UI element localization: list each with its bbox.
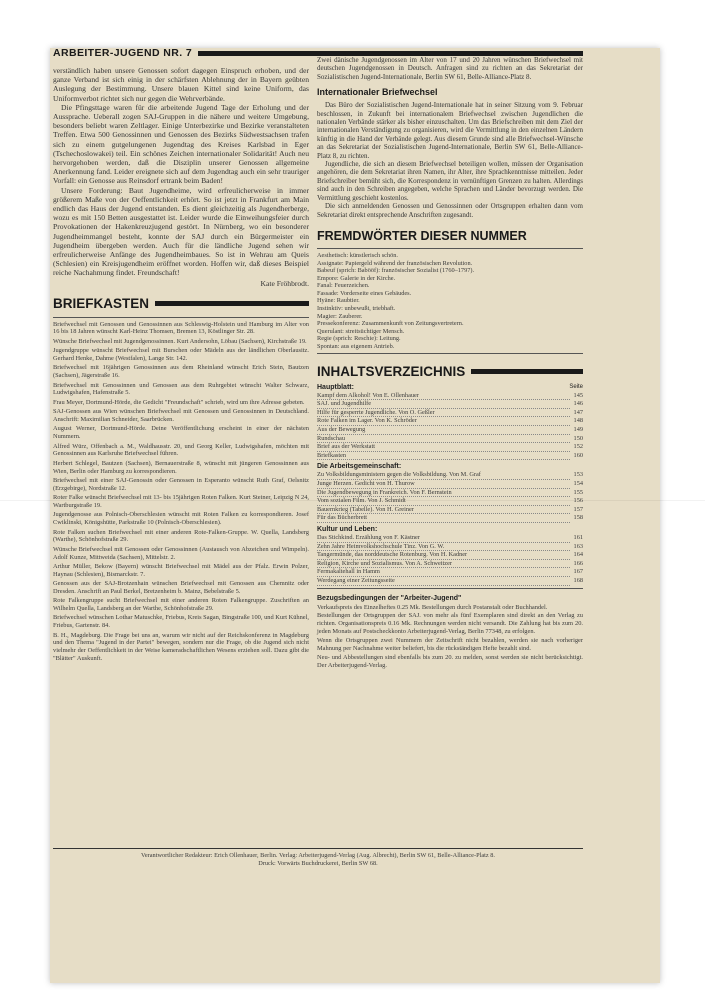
header-rule [198,51,583,56]
toc-entry-page: 157 [573,505,583,513]
inhalt-heading-text: INHALTSVERZEICHNIS [317,363,466,379]
toc-entry-title: Rundschau [317,435,570,444]
toc-entry-page: 145 [573,391,583,399]
toc-entry-title: Werdegang einer Zeitungsseite [317,577,570,586]
heading-rule [155,301,309,306]
toc-entry-page: 147 [573,408,583,416]
glossary-entry: Fassade: Vorderseite eines Gebäudes. [317,289,412,297]
toc-entry-title: Tangermünde, das norddeutsche Rotenburg. Von H. Kadner [317,551,570,560]
toc-section-label: Die Arbeitsgemeinschaft: [317,463,402,471]
toc-entry-title: Rote Falken im Lager. Von K. Schröder [317,417,570,426]
article-paragraph: Die Pfingsttage waren für die arbeitende Jugend Tage der Erholung und der Aussprache. Ueberall zogen SAJ-Gruppen in die nähere und weitere Umgebung, besonders beliebt waren Zeltlager. Einige Unterbezirke und Bezirke veranstalteten Treffen. Etwa 500 Genossinnen und Genossen des Bezirks Südwestsachsen trafen sich zu einem gutgelungenen Jugendtag des Kreises Karlsbad in Eger (Tschechoslowakei) teil. Ein schönes Zeichen internationaler Solidarität! Auch neu hervorgehoben werden, daß die Disziplin unserer Genossen allgemeine Anerkennung fand. Leider ereignete sich auf dem Jugendtag auch ein sehr trauriger Vorfall: ein Genosse aus Reinsdorf ertrank beim Baden! [53,102,309,186]
toc-row [317,417,583,426]
toc-row [317,489,583,498]
toc-page-header: Seite [569,383,583,390]
toc-entry-page: 153 [573,471,583,479]
briefkasten-entry: Rote Falken suchen Briefwechsel mit einer anderen Rote-Falken-Gruppe. W. Quella, Landsberg (Warthe), Schönhofstraße 29. [53,528,309,544]
divider [53,317,309,318]
toc-entry-title: Religion, Kirche und Sozialismus. Von A. Schweitzer [317,560,570,569]
briefkasten-entry: Briefwechsel mit einer SAJ-Genossin oder Genossen in Esperanto wünscht Ruth Graf, Oelsnitz (Erzgebirge), Nordstraße 12. [53,476,309,492]
bezug-paragraph: Wenn die Ortsgruppen zwei Nummern der Zeitschrift nicht bezahlen, werden sie nach vorheriger Mahnung per Nachnahme weiter beliefert, bis die rückständigen Hefte bezahlt sind. [317,637,583,653]
international-paragraph: Jugendliche, die sich an diesem Briefwechsel beteiligen wollen, müssen der Organisation angehören, die dem Sekretariat ihren Namen, ihr Alter, ihre Sprachkenntnisse mitteilen. Jeder Briefschreiber bemüht sich, die Korrespondenz in vernünftigen Grenzen zu halten. Allerdings sind auch in den Schreiben angegeben, welche Sprachen und Länder bevorzugt werden. Die Vermittlung geschieht kostenlos. [317,160,583,202]
glossary-entry: Pressekonferenz: Zusammenkunft von Zeitungsvertretern. [317,320,464,328]
glossary-entry: Hyäne: Raubtier. [317,297,360,305]
fremdwoerter-list [317,252,583,351]
toc-row [317,435,583,444]
briefkasten-entry: August Werner, Dortmund-Hörde. Deine Veröffentlichung erscheint in einer der nächsten Nummern. [53,425,309,441]
briefkasten-entry: Arthur Müller, Bekow (Bayern) wünscht Briefwechsel mit Mädel aus der Pfalz. Erwin Polzer, Haynau (Schlesien), Bismarckstr. 7. [53,562,309,578]
briefkasten-entry: Frau Meyer, Dortmund-Hörde, die Gedicht "Freundschaft" schrieb, wird um ihre Adresse gebeten. [53,398,305,406]
toc-section-title [317,526,583,533]
toc-entry-title: Brief aus der Werkstatt [317,443,570,452]
toc-entry-title: Hilfe für gesperrte Jugendliche. Von O. Geßler [317,409,570,418]
toc-entry-title: Die Jugendbewegung in Frankreich. Von F. Bernstein [317,489,570,498]
toc-entry-page: 158 [573,514,583,522]
toc-entry-title: Vom sozialen Film. Von J. Schmidt [317,497,570,506]
bezug-paragraph: Verkaufspreis des Einzelheftes 0.25 Mk. Bestellungen durch Postanstalt oder Buchhandel. [317,603,548,611]
toc-section-label: Hauptblatt: [317,383,354,391]
briefkasten-entry: Rote Falkengruppe sucht Briefwechsel mit einer anderen Roten Falkengruppe. Zuschriften an Wilhelm Quella, Landsberg an der Warthe, Schönhofstraße 29. [53,597,309,613]
glossary-entry: Aesthetisch: künstlerisch schön. [317,251,398,259]
toc-section-label: Kultur und Leben: [317,525,378,533]
briefkasten-heading-text: BRIEFKASTEN [53,295,150,311]
briefkasten-entry: Briefwechsel wünschen Lothar Matuschke, Friebus, Kreis Sagan, Bingstraße 100, und Kurt Kühnel, Friebus, Gartenstr. 84. [53,614,309,630]
toc-row [317,392,583,401]
toc-entry-title: Junge Herzen. Gedicht von H. Thurow [317,480,570,489]
inhalt-heading [317,364,583,379]
glossary-entry: Babeuf (sprich: Babööf): französischer Sozialist (1760–1797). [317,267,475,275]
toc-entry-page: 150 [573,434,583,442]
briefkasten-entry: Jugendgruppe wünscht Briefwechsel mit Burschen oder Mädeln aus der ländlichen Oberlausitz. Gerhard Henke, Dahme (Westfalen), Lange Str. 142. [53,347,309,363]
toc-row [317,426,583,435]
toc-row [317,480,583,489]
glossary-entry: Assignate: Papiergeld während der französischen Revolution. [317,259,473,267]
glossary-entry: Regie (sprich: Reschie): Leitung. [317,335,401,343]
toc-entry-page: 161 [573,533,583,541]
briefkasten-entry: Wünsche Briefwechsel mit Genossen oder Genossinnen (Austausch von Abzeichen und Wimpeln). Adolf Kunze, Mittweida (Sachsen), Mittelstr. 2. [53,545,309,561]
toc-entry-page: 156 [573,497,583,505]
divider [317,588,583,589]
toc-row [317,577,583,586]
table-of-contents [317,384,583,586]
toc-entry-page: 168 [573,576,583,584]
toc-entry-page: 155 [573,488,583,496]
toc-row [317,400,583,409]
glossary-entry: Magier: Zauberer. [317,312,363,320]
briefkasten-entry: Briefwechsel mit Genossen und Genossinnen aus Schleswig-Holstein und Hamburg im Alter von 16 bis 18 Jahren wünscht Karl-Heinz Thomsen, Bremen 13, Köstlinger Str. 28. [53,320,309,336]
page-header-title: ARBEITER-JUGEND NR. 7 [53,47,193,59]
divider [317,353,583,354]
glossary-entry: Instinktiv: unbewußt, triebhaft. [317,305,396,313]
toc-entry-title: Fermakaltehall in Hamm [317,568,570,577]
toc-row [317,497,583,506]
toc-entry-title: Kampf dem Alkohol! Von E. Ollenhauer [317,392,570,401]
toc-section-title [317,463,583,470]
international-heading [317,87,583,97]
toc-entry-title: Zu Volksbildungsministern gegen die Volksbildung. Von M. Graf [317,471,570,480]
article-signature: Kate Fröhbrodt. [260,278,309,288]
briefkasten-entry: Jugendgenosse aus Polnisch-Oberschlesien wünscht mit Roten Falken zu korrespondieren. Josef Cwiklinski, Königshütte, Parkstraße 10 (Polnisch-Oberschlesien). [53,511,309,527]
toc-entry-page: 146 [573,400,583,408]
right-column [317,56,583,671]
briefkasten-list [53,321,309,663]
toc-entry-title: Aus der Bewegung [317,426,570,435]
briefkasten-entry: B. H., Magdeburg. Die Frage bei uns an, warum wir nicht auf der Reichskonferenz in Magdeburg und den Thema "Jugend in der Partei" bewegen, sondern nur die Frage, ob die Jugend sich nicht vielmehr der Oeffentlichkeit in der Weise kameradschaftlichen Wesens erziehen soll. Dazu gibt die "Blätter" Auskunft. [53,631,309,663]
briefkasten-entry: Herbert Schlegel, Bautzen (Sachsen), Bernauerstraße 8, wünscht mit jüngeren Genossinnen aus Wien, Berlin oder Hamburg zu korrespondieren. [53,459,309,475]
toc-row [317,551,583,560]
international-heading-text: Internationaler Briefwechsel [317,87,438,98]
glossary-entry: Empore: Galerie in der Kirche. [317,274,396,282]
briefkasten-entry: Briefwechsel mit Genossinnen und Genossen aus dem Ruhrgebiet wünscht Walter Schwarz, Ludwigshafen, Hafenstraße 5. [53,381,309,397]
toc-entry-title: Das Stichkind. Erzählung von F. Kästner [317,534,570,543]
toc-entry-page: 154 [573,479,583,487]
glossary-entry: Fanal: Feuerzeichen. [317,282,370,290]
article-paragraph: Unsere Forderung: Baut Jugendheime, wird erfreulicherweise in immer größerem Maße von der Oeffentlichkeit erhört. So ist jetzt in Frankfurt am Main endlich das Haus der Jugend entstanden. Es dient gleichzeitig als Jugendherberge, wozu es mit 150 Betten ausgestattet ist. Leider wurde die Einweihungsfeier durch Provokationen der Hakenkreuzjugend gestört. In Nürnberg, wo ein besonderer Jugendheimmangel besteht, konnte der SAJ durch ein Bürgermeister ein Jugendheim übergeben werden. Auch für die ländliche Jugend sehen wir erfreulicherweise Anfänge des Jugendheimbaues. So ist in Wehrau am Queis (Schlesien) ein Kreisjugendheim eröffnet worden. Hoffen wir, daß dieses Beispiel reiche Nachahmung findet. Freundschaft! [53,185,309,278]
toc-row [317,543,583,552]
toc-entry-page: 148 [573,417,583,425]
toc-row [317,452,583,461]
briefkasten-entry: Wünsche Briefwechsel mit Jugendgenossinnen. Kurt Andersohn, Löbau (Sachsen), Kirchstraße 19. [53,337,307,345]
glossary-entry: Spontan: aus eigenem Antrieb. [317,343,395,351]
toc-entry-title: Für das Bücherbrett [317,514,570,523]
international-paragraph: Das Büro der Sozialistischen Jugend-Internationale hat in seiner Sitzung vom 9. Februar beschlossen, in Zukunft bei internationalem Briefwechsel zwischen Jugendlichen die nationalen Verbände stärker als bisher einzuschalten. Um das Briefschreiben mit dem Ziel der internationalen Verständigung zu organisieren, wird die Vermittlung in den einzelnen Ländern künftig in die Hand der Verbände gelegt. Aus diesem Grunde sind alle Briefwechsel-Wünsche an das Sekretariat der Sozialistischen Jugend-Internationale, Berlin SW 61, Belle-Alliance-Platz 8, zu richten. [317,101,583,160]
toc-row [317,560,583,569]
toc-entry-page: 164 [573,551,583,559]
bezug-heading: Bezugsbedingungen der "Arbeiter-Jugend" [317,594,462,602]
fremdwoerter-heading [317,229,583,243]
toc-row [317,506,583,515]
bezug-paragraph: Bestellungen der Ortsgruppen der SAJ. von mehr als fünf Exemplaren sind direkt an den Verlag zu richten. Organisationspreis 0.16 Mk. Rechnungen werden nicht versandt. Die Zahlung hat bis zum 20. jeden Monats auf Postscheckkonto Arbeiterjugend-Verlag, Berlin 77348, zu erfolgen. [317,612,583,636]
toc-row [317,534,583,543]
toc-row [317,443,583,452]
left-column [53,66,309,664]
toc-row [317,514,583,523]
briefkasten-entry: Alfred Würz, Offenbach a. M., Waldhausstr. 20, und Georg Keller, Ludwigshafen, möchten mit Genossinnen aus Karlsruhe Briefwechsel führen. [53,442,309,458]
international-paragraph: Die sich anmeldenden Genossen und Genossinnen oder Ortsgruppen erhalten dann vom Sekretariat direkt entsprechende Anschriften zugesandt. [317,202,583,219]
article-paragraph: verständlich haben unsere Genossen sofort dagegen Einspruch erhoben, und der ganze Verband ist sich einig in der schärfsten Ablehnung der in Bayern geübten Auslegung der Bestimmung. Unsere blauen Kittel sind keine Uniform, das Uniformverbot richtet sich nur gegen die Wehrverbände. [53,66,309,103]
divider [317,248,583,249]
briefkasten-entry: Briefwechsel mit 16jährigen Genossinnen aus dem Rheinland wünscht Erich Stein, Bautzen (Sachsen), Jägerstraße 16. [53,364,309,380]
toc-entry-page: 163 [573,542,583,550]
imprint-line: Druck: Vorwärts Buchdruckerei, Berlin SW 68. [258,860,378,867]
toc-entry-page: 166 [573,559,583,567]
briefwechsel-intro: Zwei dänische Jugendgenossen im Alter von 17 und 20 Jahren wünschen Briefwechsel mit deutschen Jugendgenossen in Deutsch. Anfragen sind zu richten an das Sekretariat der Sozialistischen Jugend-Internationale, Berlin SW 61, Belle-Alliance-Platz 8. [317,56,583,81]
toc-row [317,409,583,418]
briefkasten-heading [53,296,309,311]
briefkasten-entry: SAJ-Genossen aus Wien wünschen Briefwechsel mit Genossen und Genossinnen in Deutschland. Anschrift: Maximilian Schneider, Saarbrücken. [53,408,309,423]
toc-entry-page: 152 [573,443,583,451]
briefkasten-entry: Roter Falke wünscht Briefwechsel mit 13- bis 15jährigen Roten Falken. Kurt Steiner, Leipzig N 24, Wartburgstraße 19. [53,494,309,509]
fremdwoerter-heading-text: FREMDWÖRTER DIESER NUMMER [317,228,527,243]
toc-entry-page: 167 [573,568,583,576]
toc-row [317,568,583,577]
toc-entry-title: SAJ. und Jugendhilfe [317,400,570,409]
imprint-line: Verantwortlicher Redakteur: Erich Ollenhauer, Berlin. Verlag: Arbeiterjugend-Verlag (Aug. Albrecht), Berlin SW 61, Belle-Alliance-Platz 8. [141,852,495,859]
heading-rule [471,369,583,374]
toc-entry-title: Bauernkrieg (Tabelle). Von H. Greiner [317,506,570,515]
toc-row [317,471,583,480]
toc-entry-title: Zehn Jahre Heimvolkshochschule Tinz. Von G. W. [317,543,570,552]
bezug-paragraph: Neu- und Abbestellungen sind ebenfalls bis zum 20. zu melden, sonst werden sie nicht berücksichtigt. Der Arbeiterjugend-Verlag. [317,653,583,669]
toc-entry-title: Briefkasten [317,452,570,461]
glossary-entry: Querulant: streitsüchtiger Mensch. [317,327,405,335]
imprint-footer [53,848,583,868]
toc-entry-page: 160 [573,451,583,459]
toc-section-title [317,384,583,391]
toc-entry-page: 149 [573,426,583,433]
briefkasten-entry: Genossen aus der SAJ-Brotzenhain wünschen Briefwechsel mit Genossen aus Chemnitz oder Dresden. Anschrift an Paul Berkel, Bretzenheim b. Mainz, Bebelstraße 5. [53,580,309,595]
